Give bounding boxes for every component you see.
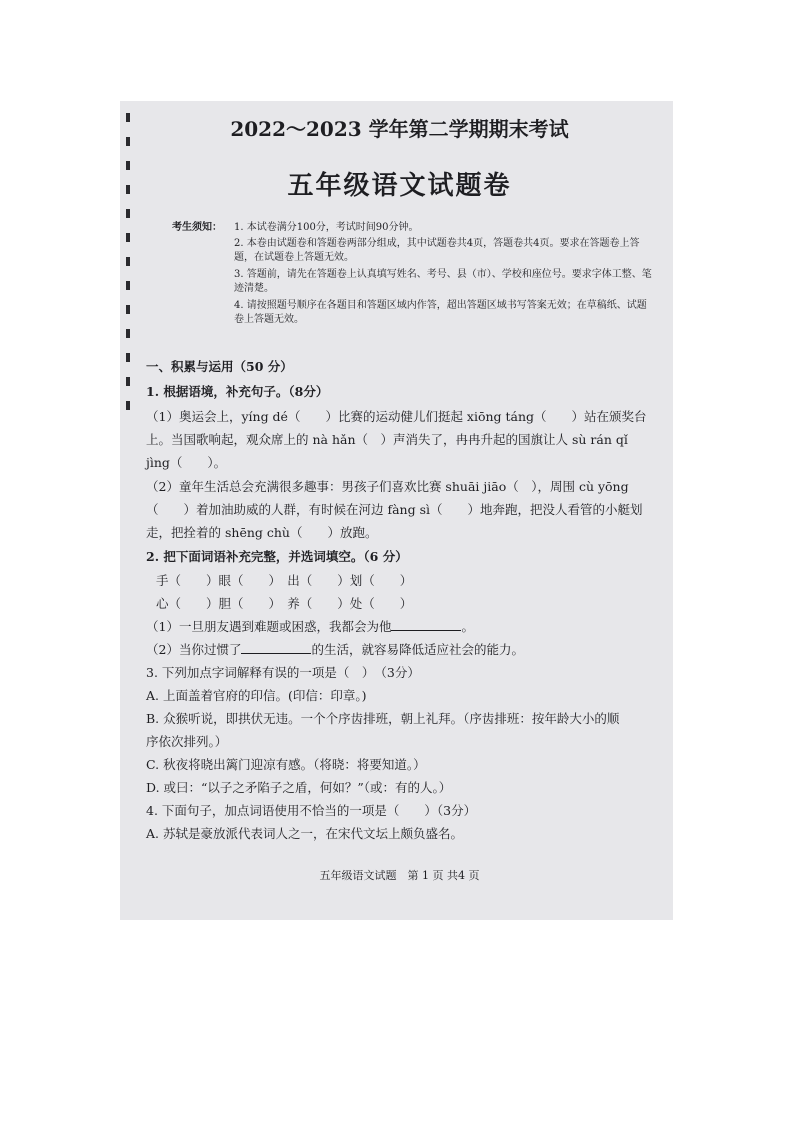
note-item: 2. 本卷由试题卷和答题卷两部分组成，其中试题卷共4页，答题卷共4页。要求在答题卷上答题，在试题卷上答题无效。 (234, 238, 640, 263)
note-item: 4. 请按照题号顺序在各题目和答题区域内作答，超出答题区域书写答案无效；在草稿纸、试题卷上答题无效。 (234, 300, 647, 325)
note-item: 1. 本试卷满分100分，考试时间90分钟。 (234, 222, 419, 233)
perforation-marks (126, 113, 130, 413)
question-text: jìng（ ）。 (146, 455, 227, 470)
question-title: 2. 把下面词语补充完整，并选词填空。（6 分） (146, 549, 408, 564)
exam-paper (142, 109, 657, 909)
question-text: 上。当国歌响起，观众席上的 nà hǎn（ ）声消失了，冉冉升起的国旗让人 sù rán qǐ (146, 432, 628, 447)
idiom-row: 手（ ）眼（ ） 出（ ）划（ ） (156, 573, 413, 588)
idiom-row: 心（ ）胆（ ） 养（ ）处（ ） (156, 596, 413, 611)
question-text: （2）童年生活总会充满很多趣事：男孩子们喜欢比赛 shuāi jiāo（ ），周围 cù yōng (146, 479, 629, 494)
fill-sentence: （2）当你过惯了 的生活，就容易降低适应社会的能力。 (146, 642, 524, 657)
option-text: 序依次排列。） (146, 734, 228, 749)
option-text: A. 苏轼是豪放派代表词人之一，在宋代文坛上颇负盛名。 (146, 826, 463, 841)
page-footer: 五年级语文试题 第 1 页 共4 页 (319, 869, 480, 882)
option-text: D. 或曰：“以子之矛陷子之盾，何如？”（或：有的人。） (146, 780, 452, 795)
exam-year-title: 2022～2023 学年第二学期期末考试 (230, 117, 569, 141)
notes-label: 考生须知： (172, 222, 222, 233)
exam-main-title: 五年级语文试题卷 (287, 171, 512, 201)
exam-photo (120, 101, 673, 920)
answer-blank[interactable] (241, 641, 311, 654)
answer-blank[interactable] (391, 618, 461, 631)
fill-sentence: （1）一旦朋友遇到难题或困惑，我都会为他 。 (146, 619, 474, 634)
section-heading: 一、积累与运用（50 分） (146, 359, 293, 374)
option-text: C. 秋夜将晓出篱门迎凉有感。（将晓：将要知道。） (146, 757, 426, 772)
question-text: （ ）着加油助威的人群，有时候在河边 fàng sì（ ）地奔跑，把没人看管的小艇划 (146, 502, 643, 517)
question-text: （1）奥运会上，yíng dé（ ）比赛的运动健儿们挺起 xiōng táng（ ）站在颁奖台 (146, 409, 647, 424)
option-text: B. 众猴听说，即拱伏无违。一个个序齿排班，朝上礼拜。（序齿排班：按年龄大小的顺 (146, 711, 620, 726)
question-text: 走，把拴着的 shēng chù（ ）放跑。 (146, 525, 378, 540)
option-text: A. 上面盖着官府的印信。(印信：印章。) (146, 688, 367, 703)
note-item: 3. 答题前，请先在答题卷上认真填写姓名、考号、县（市）、学校和座位号。要求字体工整、笔迹清楚。 (234, 269, 652, 294)
question-title: 1. 根据语境，补充句子。（8分） (146, 384, 329, 399)
question-title: 4. 下面句子，加点词语使用不恰当的一项是（ ）（3分） (146, 803, 477, 818)
question-title: 3. 下列加点字词解释有误的一项是（ ） （3分） (146, 665, 420, 680)
